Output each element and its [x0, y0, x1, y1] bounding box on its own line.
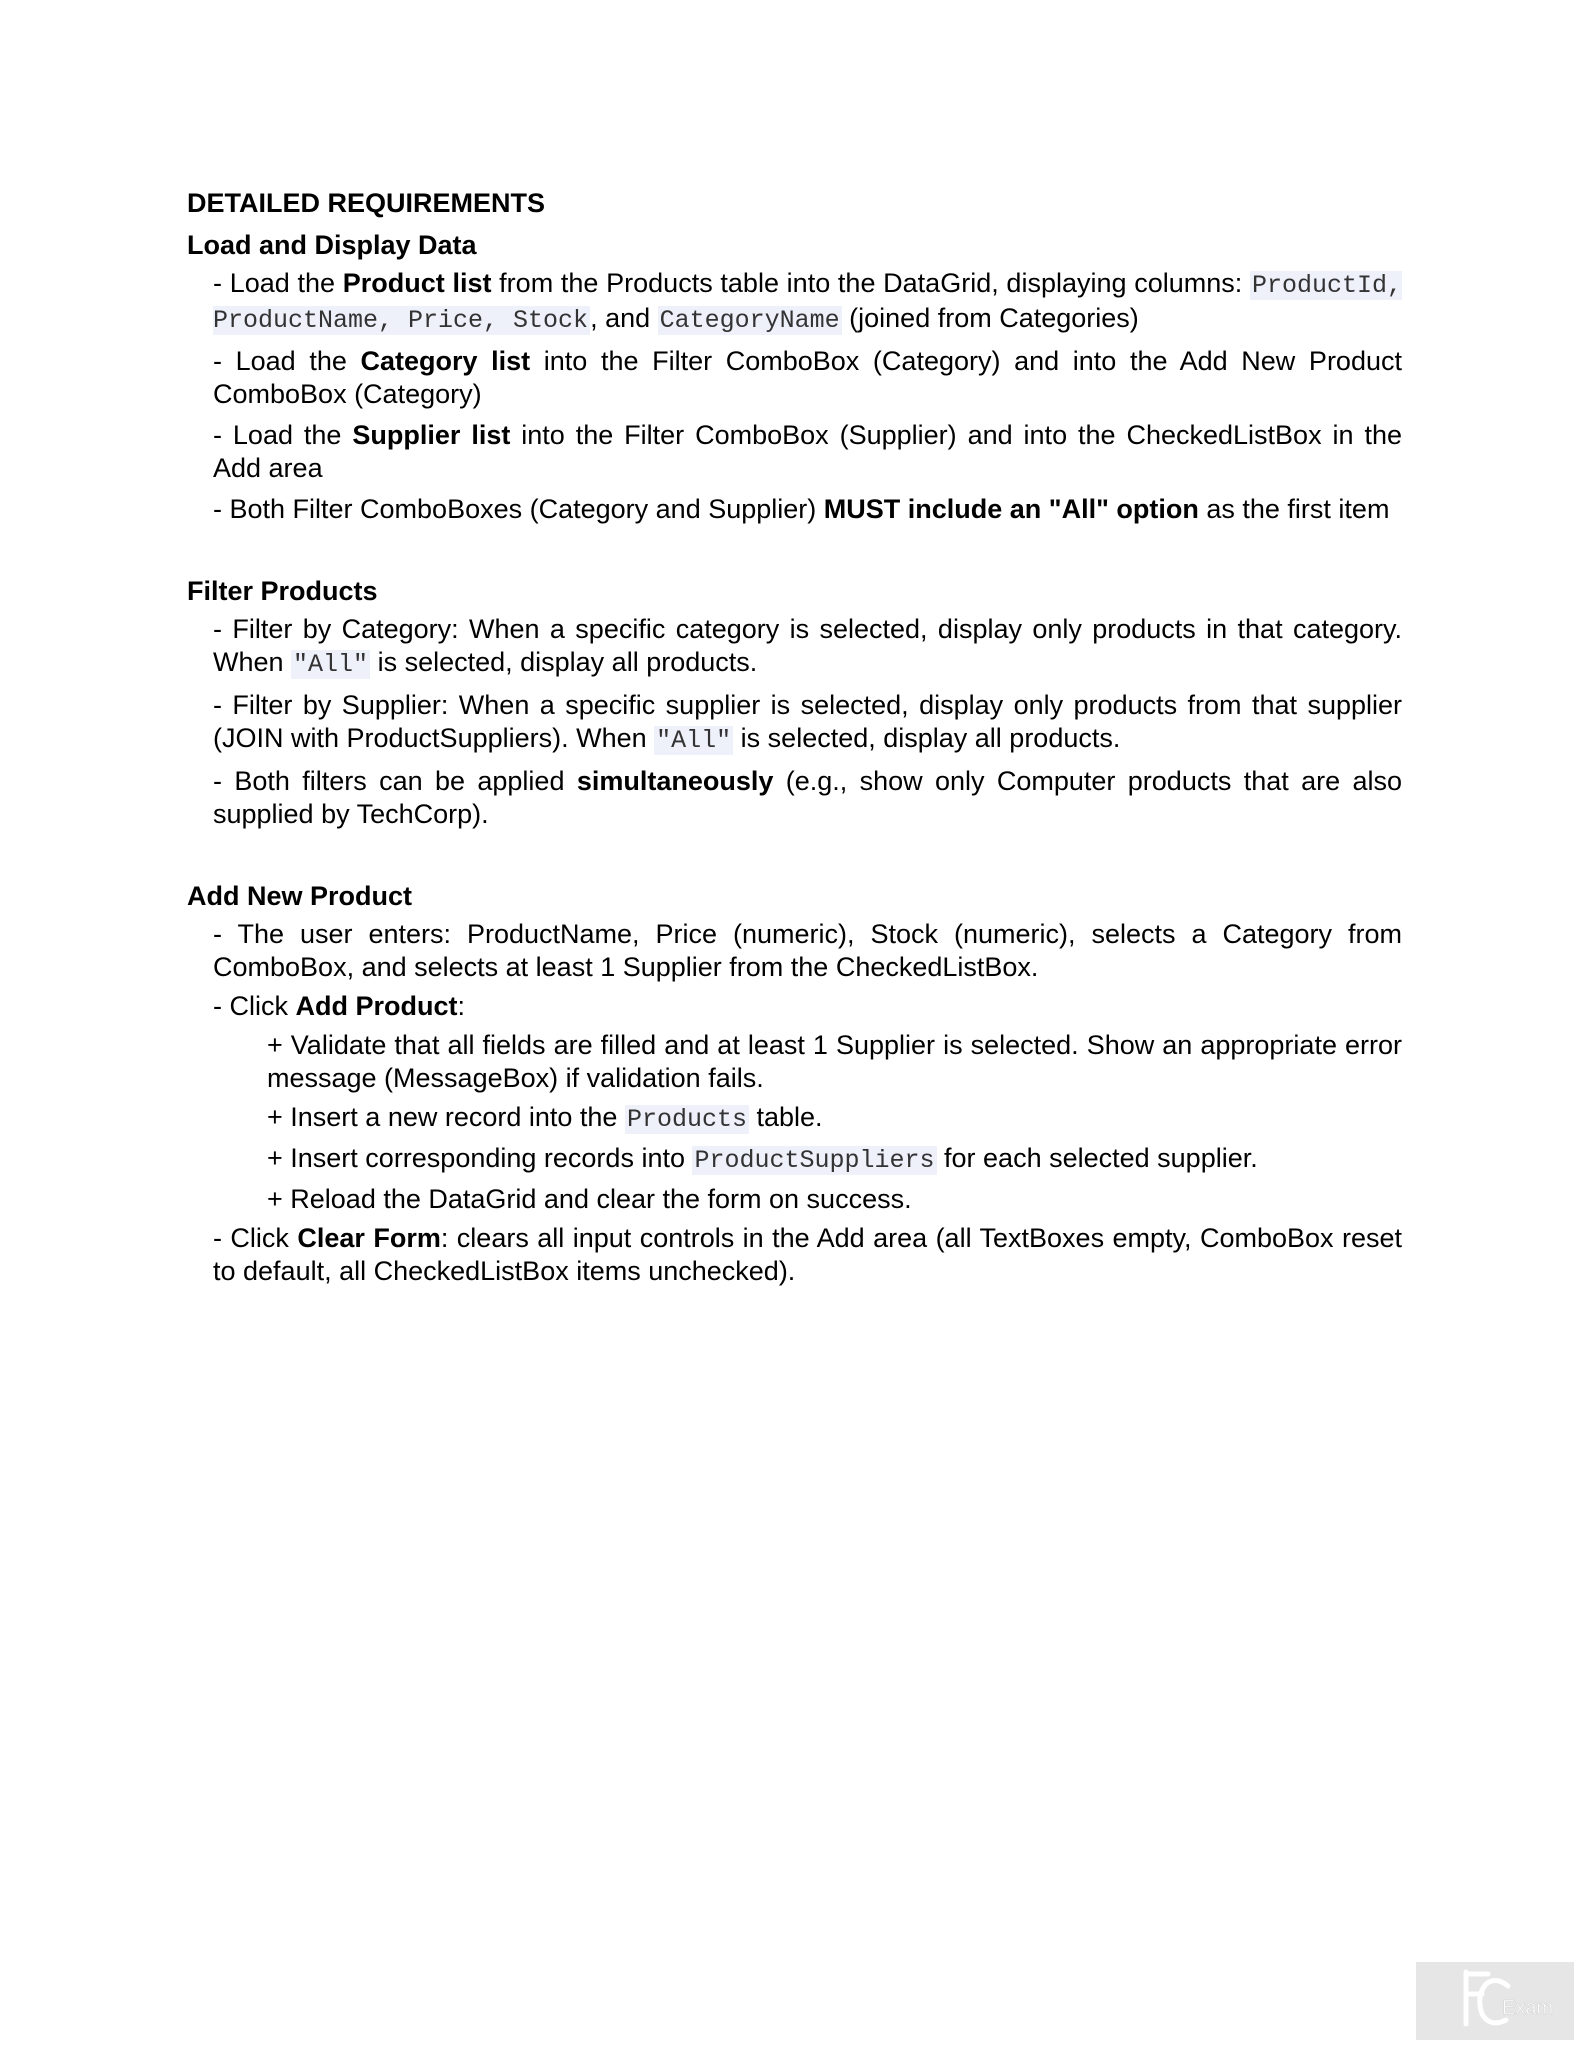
text-run: is selected, display all products. — [733, 723, 1121, 753]
add-subitems — [267, 1029, 1402, 1216]
text-run: + Insert corresponding records into — [267, 1143, 693, 1173]
add-subitem-2 — [267, 1101, 1402, 1136]
bold-run: Clear Form — [297, 1223, 441, 1253]
text-run: - The user enters: ProductName, Price (numeric), Stock (numeric), selects a Category from ComboBox, and selects at least 1 Supplier from the CheckedListBox. — [213, 919, 1402, 982]
text-run: : clears all input controls in the Add area (all TextBoxes empty, ComboBox reset to default, all CheckedListBox items unchecked). — [213, 1223, 1403, 1286]
code-run: Products — [626, 1105, 747, 1134]
text-run: + Insert a new record into the — [267, 1102, 625, 1132]
text-run: - Load the — [213, 420, 353, 450]
text-run: (joined from Categories) — [841, 303, 1139, 333]
svg-text:Exam: Exam — [1502, 1997, 1554, 2019]
text-run: - Click — [213, 1223, 298, 1253]
filter-item-2 — [213, 689, 1402, 757]
code-run: "All" — [293, 650, 369, 679]
text-run: : — [457, 991, 466, 1021]
text-run: into the Filter ComboBox (Supplier) and into the CheckedListBox in the Add area — [213, 420, 1402, 483]
text-run: for each selected supplier. — [936, 1143, 1258, 1173]
load-items — [213, 267, 1402, 526]
section-gap — [187, 534, 1402, 574]
text-run: as the first item — [1198, 494, 1390, 524]
bold-run: Category list — [360, 346, 531, 376]
code-run: CategoryName — [659, 306, 840, 335]
text-run: - Load the — [213, 346, 361, 376]
fc-exam-logo — [1416, 1962, 1574, 2040]
text-run: table. — [748, 1102, 823, 1132]
document-title: DETAILED REQUIREMENTS — [187, 188, 546, 218]
add-item-2 — [213, 990, 1402, 1023]
load-item-1 — [213, 267, 1402, 337]
text-run: - Load the — [213, 268, 343, 298]
load-item-2 — [213, 345, 1402, 411]
text-run: - Click — [213, 991, 296, 1021]
text-run: from the Products table into the DataGrid, displaying columns: — [491, 268, 1250, 298]
section-heading-filter: Filter Products — [187, 576, 378, 606]
add-item-3 — [213, 1222, 1402, 1288]
text-run: , and — [590, 303, 658, 333]
text-run: - Both filters can be applied — [213, 766, 577, 796]
text-run: (e.g., show only Computer products that are also supplied by TechCorp). — [213, 766, 1402, 829]
text-run: - Filter by Category: When a specific category is selected, display only products in that category. When — [213, 614, 1402, 677]
bold-run: Product list — [342, 268, 492, 298]
add-subitem-3 — [267, 1142, 1402, 1177]
filter-items — [213, 613, 1402, 831]
filter-item-1 — [213, 613, 1402, 681]
filter-item-3 — [213, 765, 1402, 831]
load-item-4 — [213, 493, 1402, 526]
load-item-3 — [213, 419, 1402, 485]
section-heading-add: Add New Product — [187, 881, 413, 911]
section-heading-load: Load and Display Data — [187, 230, 477, 260]
add-items — [213, 918, 1402, 1288]
bold-run: Supplier list — [352, 420, 511, 450]
text-run: + Reload the DataGrid and clear the form on success. — [267, 1184, 912, 1214]
code-run: ProductId, ProductName, Price, Stock — [213, 271, 1403, 335]
text-run: - Filter by Supplier: When a specific supplier is selected, display only products from that supplier (JOIN with ProductSuppliers). When — [213, 690, 1402, 753]
add-subitem-1 — [267, 1029, 1402, 1095]
bold-run: Add Product — [295, 991, 458, 1021]
fc-exam-logo-icon — [1416, 1962, 1574, 2040]
section-gap — [187, 839, 1402, 879]
text-run: - Both Filter ComboBoxes (Category and Supplier) — [213, 494, 824, 524]
code-run: "All" — [656, 726, 732, 755]
text-run: + Validate that all fields are filled and at least 1 Supplier is selected. Show an appropriate error message (MessageBox) if validation fails. — [267, 1030, 1402, 1093]
add-subitem-4 — [267, 1183, 1402, 1216]
text-run: into the Filter ComboBox (Category) and into the Add New Product ComboBox (Category) — [213, 346, 1402, 409]
bold-run: MUST include an "All" option — [823, 494, 1199, 524]
document-content — [187, 186, 1402, 1296]
text-run: is selected, display all products. — [370, 647, 758, 677]
add-item-1 — [213, 918, 1402, 984]
bold-run: simultaneously — [576, 766, 774, 796]
code-run: ProductSuppliers — [694, 1146, 935, 1175]
